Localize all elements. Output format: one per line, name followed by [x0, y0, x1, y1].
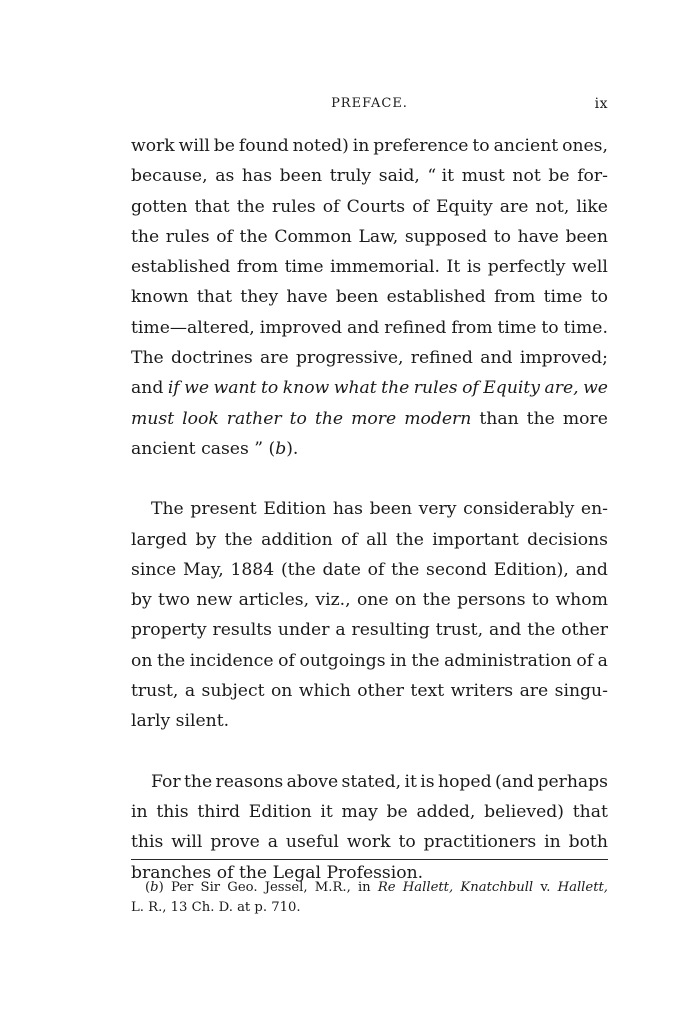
text-line: larly silent.: [131, 711, 230, 732]
text-line: (b) Per Sir Geo. Jessel, M.R., in Re Hallett, Knatchbull v. Hallett,: [145, 880, 608, 895]
footnote: [131, 878, 608, 918]
paragraph-2: [131, 494, 608, 736]
text-line: larged by the addition of all the important decisions: [131, 529, 608, 550]
text-line: time—altered, improved and refined from time to time.: [131, 317, 608, 338]
body-text: [131, 131, 608, 888]
text-line: known that they have been established from time to: [131, 287, 608, 308]
text-line: established from time immemorial. It is perfectly well: [131, 257, 608, 278]
text-line: since May, 1884 (the date of the second Edition), and: [131, 559, 608, 580]
text-line: on the incidence of outgoings in the administration of a: [131, 650, 608, 671]
text-line: gotten that the rules of Courts of Equity are not, like: [131, 196, 608, 217]
text-line: this will prove a useful work to practitioners in both: [131, 832, 608, 853]
text-line: because, as has been truly said, “ it must not be for-: [131, 166, 608, 187]
text-line: in this third Edition it may be added, believed) that: [131, 801, 608, 822]
page-title: PREFACE.: [331, 96, 408, 111]
text-line: the rules of the Common Law, supposed to have been: [131, 226, 608, 247]
paragraph-3: [131, 767, 608, 888]
text-line: The present Edition has been very considerably en-: [151, 499, 608, 520]
text-line: branches of the Legal Profession.: [131, 862, 424, 883]
text-line: by two new articles, viz., one on the persons to whom: [131, 590, 608, 611]
text-line: L. R., 13 Ch. D. at p. 710.: [131, 900, 301, 915]
page-number: ix: [594, 96, 608, 112]
text-line: work will be found noted) in preference to ancient ones,: [131, 136, 608, 156]
running-header: [131, 96, 608, 118]
footnote-divider: [131, 859, 608, 860]
text-line: The doctrines are progressive, refined and improved;: [131, 348, 608, 369]
text-line: and if we want to know what the rules of Equity are, we: [131, 378, 608, 399]
text-line: must look rather to the more modern than the more: [131, 408, 608, 429]
text-line: property results under a resulting trust, and the other: [131, 620, 608, 641]
text-line: For the reasons above stated, it is hoped (and perhaps: [151, 771, 608, 792]
text-line: ancient cases ” (b).: [131, 438, 299, 459]
paragraph-1: [131, 131, 608, 464]
text-line: trust, a subject on which other text writers are singu-: [131, 681, 608, 702]
